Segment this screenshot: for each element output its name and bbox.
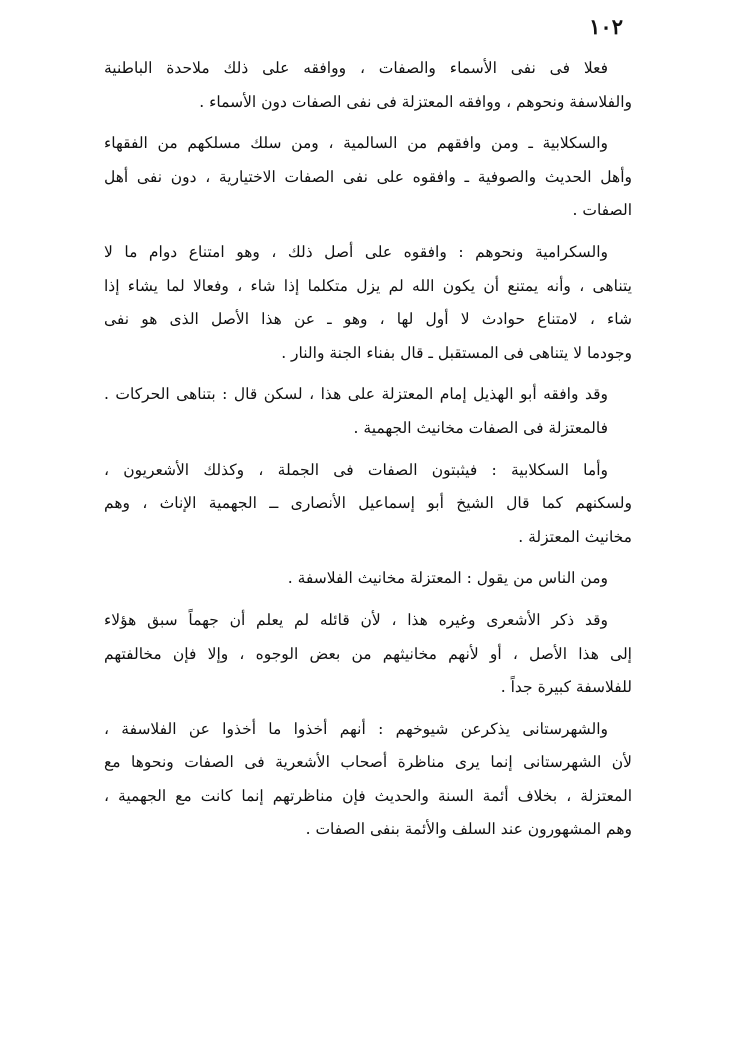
- text-line: مخانيث المعتزلة .: [518, 527, 632, 546]
- text-line: والفلاسفة ونحوهم ، ووافقه المعتزلة فى نفى الصفات دون الأسماء .: [199, 92, 632, 111]
- text-line: شاء ، لامتناع حوادث لا أول لها ، وهو ـ عن هذا الأصل الذى هو نفى: [104, 310, 632, 329]
- text-line: وهم المشهورون عند السلف والأئمة بنفى الصفات .: [305, 820, 632, 839]
- paragraph: [104, 127, 632, 228]
- text-line: المعتزلة ، بخلاف أئمة السنة والحديث فإن مناظرتهم إنما كانت مع الجهمية ،: [104, 786, 632, 805]
- paragraph: [104, 378, 632, 445]
- text-line: فعلا فى نفى الأسماء والصفات ، ووافقه على ذلك ملاحدة الباطنية: [104, 59, 608, 77]
- page-number: ١٠٢: [589, 14, 623, 39]
- paragraph: [104, 52, 632, 119]
- text-line: الصفات .: [572, 201, 632, 220]
- text-line: والشهرستانى يذكرعن شيوخهم : أنهم أخذوا ما أخذوا عن الفلاسفة ،: [104, 719, 608, 738]
- text-line: ولسكنهم كما قال الشيخ أبو إسماعيل الأنصارى ــ الجهمية الإناث ، وهم: [104, 494, 632, 513]
- paragraph: [104, 604, 632, 705]
- body-text: [104, 52, 632, 847]
- paragraph: [104, 713, 632, 847]
- text-line: وأما السكلابية : فيثبتون الصفات فى الجملة ، وكذلك الأشعريون ،: [104, 460, 608, 479]
- text-line: وقد وافقه أبو الهذيل إمام المعتزلة على هذا ، لسكن قال : بتناهى الحركات .: [104, 385, 608, 404]
- text-line: وقد ذكر الأشعرى وغيره هذا ، لأن قائله لم يعلم أن جهماً سبق هؤلاء: [104, 610, 608, 629]
- text-line: وجودما لا يتناهى فى المستقبل ـ قال بفناء الجنة والنار .: [281, 343, 632, 362]
- text-line: والسكرامية ونحوهم : وافقوه على أصل ذلك ، وهو امتناع دوام ما لا: [104, 242, 608, 261]
- paragraph: [104, 236, 632, 370]
- paragraph: [104, 454, 632, 555]
- text-line: لأن الشهرستانى إنما يرى مناظرة أصحاب الأشعرية فى الصفات ونحوها مع: [104, 753, 632, 772]
- paragraph: [104, 562, 632, 596]
- text-line: إلى هذا الأصل ، أو لأنهم مخانيثهم من بعض الوجوه ، وإلا فإن مخالفتهم: [104, 644, 632, 663]
- text-line: فالمعتزلة فى الصفات مخانيث الجهمية .: [353, 418, 608, 437]
- text-line: ومن الناس من يقول : المعتزلة مخانيث الفلاسفة .: [287, 569, 608, 588]
- text-line: للفلاسفة كبيرة جداً .: [500, 678, 632, 697]
- text-line: وأهل الحديث والصوفية ـ وافقوه على نفى الصفات الاختيارية ، دون نفى أهل: [104, 167, 632, 186]
- text-line: والسكلابية ـ ومن وافقهم من السالمية ، ومن سلك مسلكهم من الفقهاء: [104, 134, 608, 153]
- text-line: يتناهى ، وأنه يمتنع أن يكون الله لم يزل متكلما إذا شاء ، وفعالا لما يشاء إذا: [104, 276, 632, 295]
